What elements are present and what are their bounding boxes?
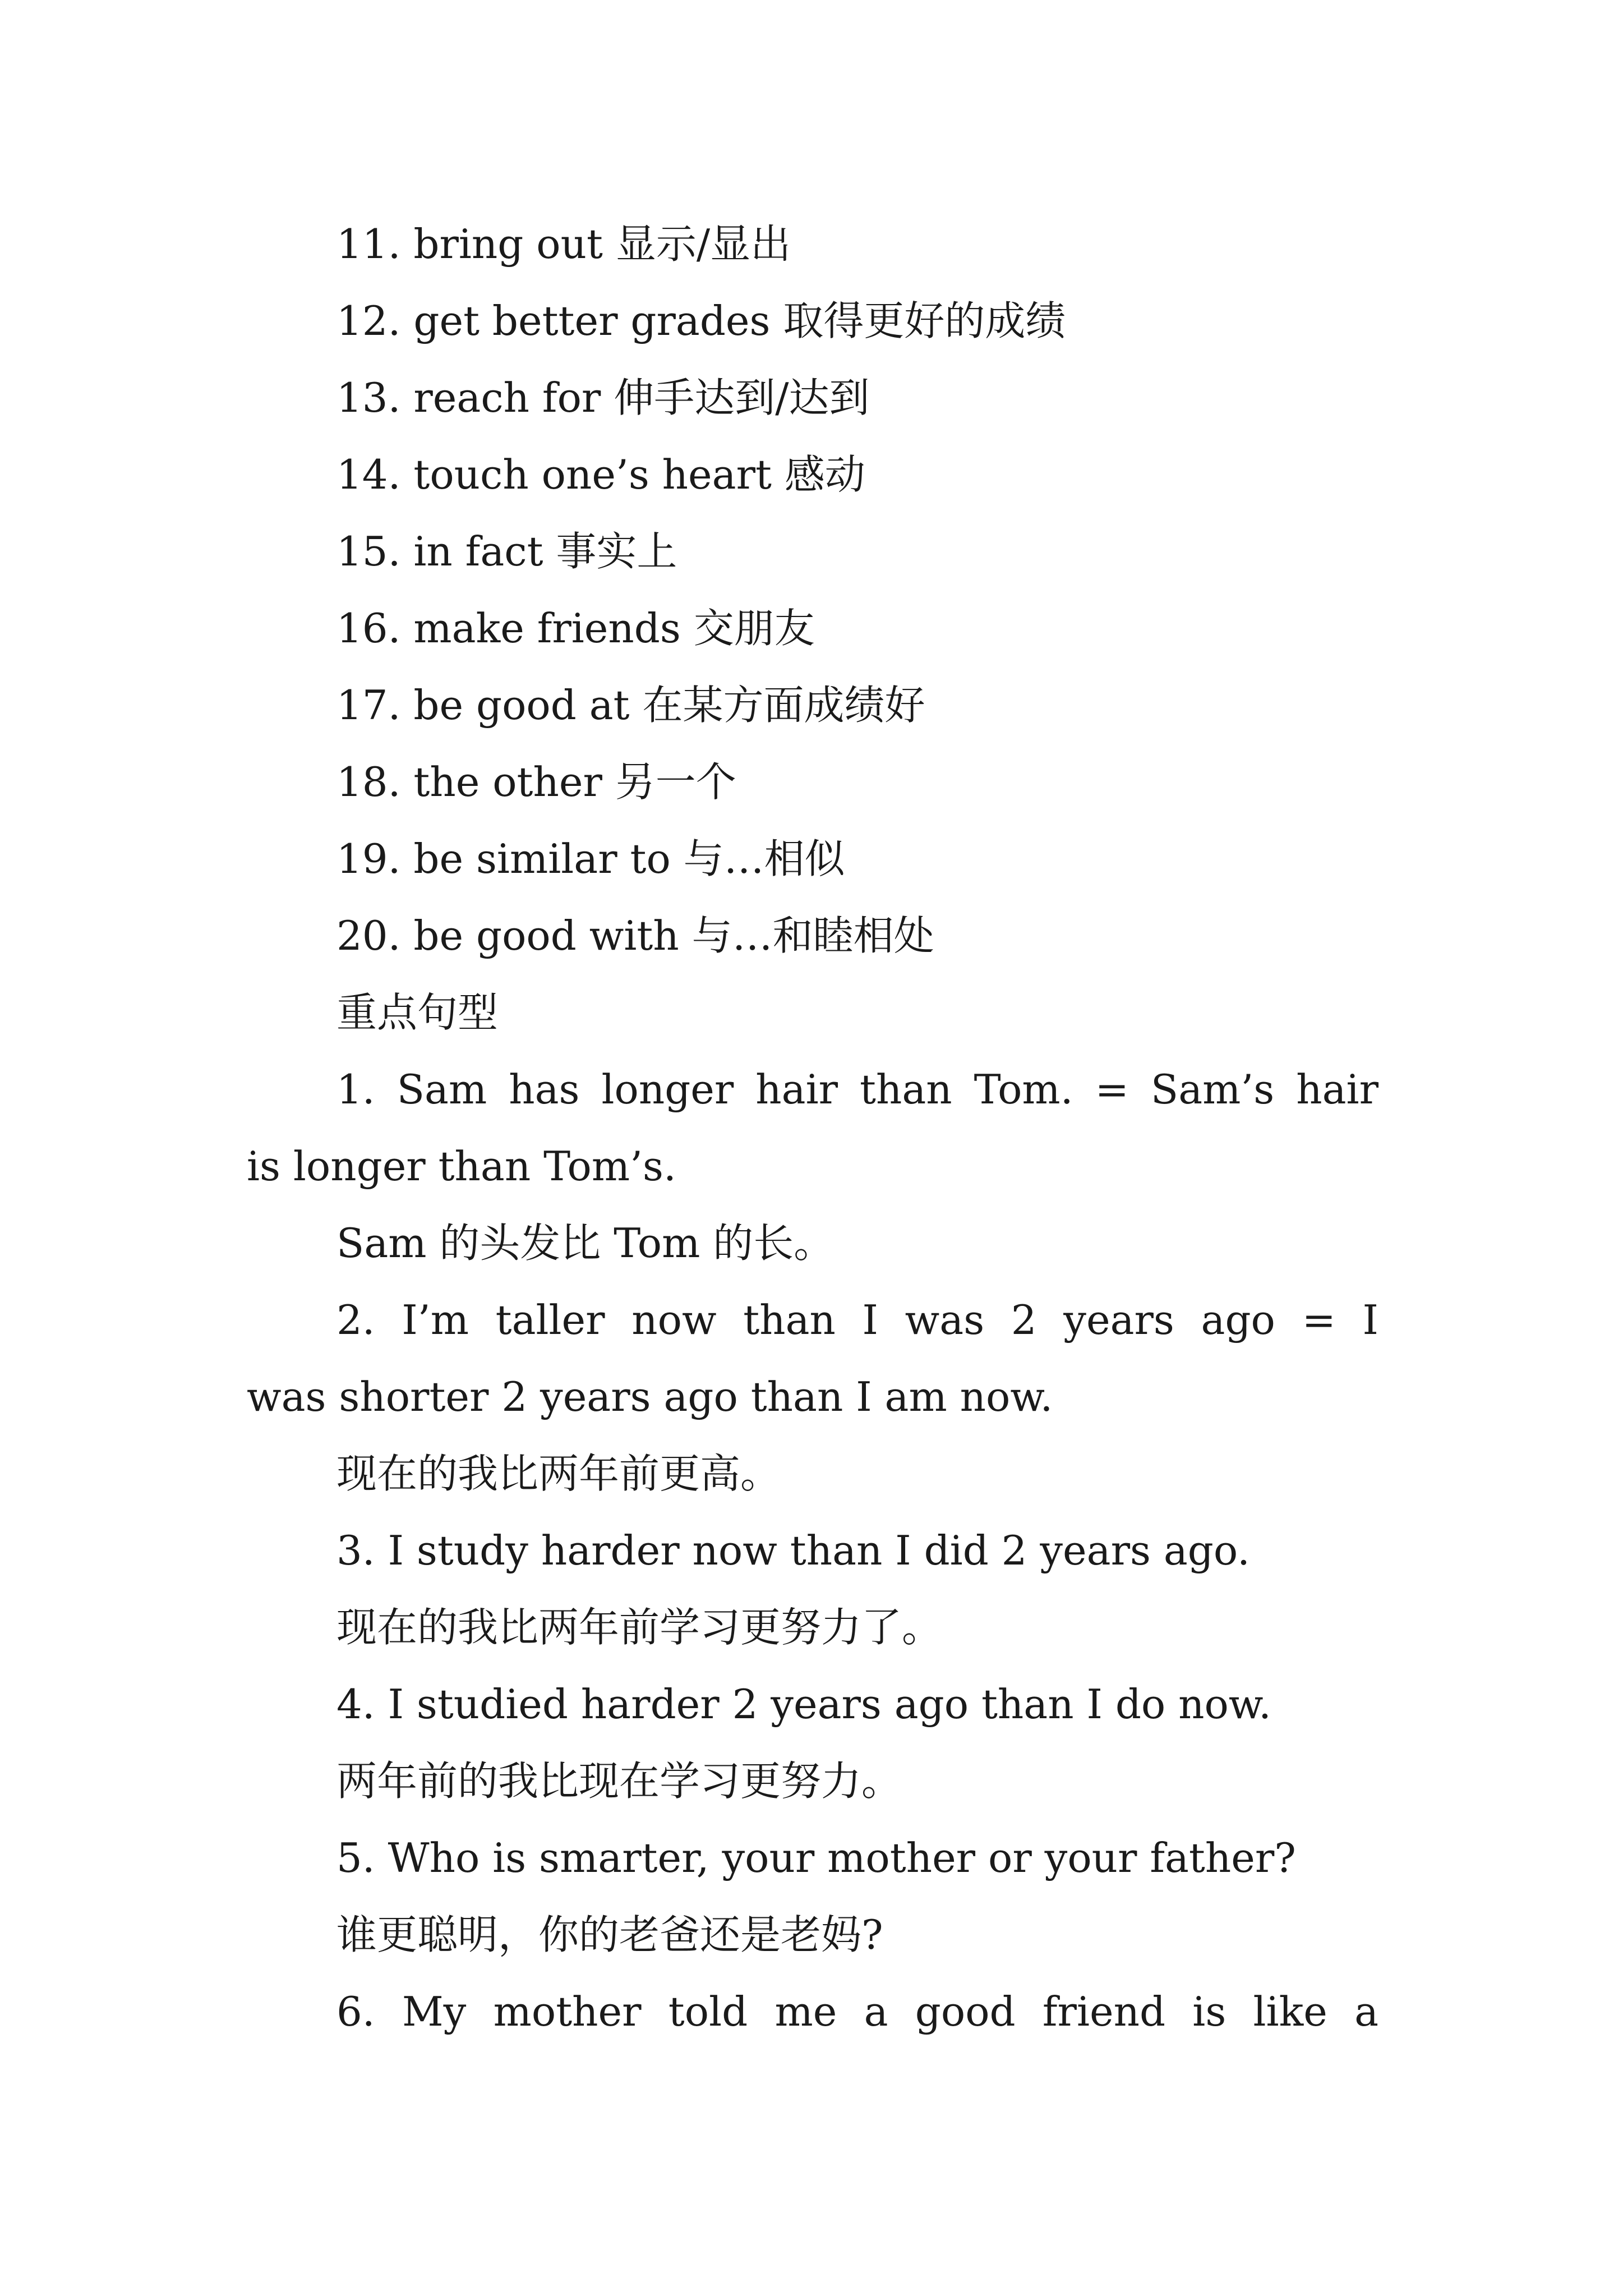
sentence-4-translation: 两年前的我比现在学习更努力。 xyxy=(336,1757,902,1805)
sentence-2-translation: 现在的我比两年前更高。 xyxy=(336,1450,781,1497)
sentence-3: 3. I study harder now than I did 2 years ago. xyxy=(336,1527,1250,1574)
phrase-line-12: 12. get better grades 取得更好的成绩 xyxy=(336,297,1066,344)
sentence-3-translation: 现在的我比两年前学习更努力了。 xyxy=(336,1604,943,1651)
phrase-line-17: 17. be good at 在某方面成绩好 xyxy=(336,682,925,729)
phrase-line-18: 18. the other 另一个 xyxy=(336,758,736,806)
phrase-line-16: 16. make friends 交朋友 xyxy=(336,605,815,652)
phrase-line-20: 20. be good with 与…和睦相处 xyxy=(336,912,934,959)
phrase-line-14: 14. touch one’s heart 感动 xyxy=(336,451,865,498)
sentence-1-translation: Sam 的头发比 Tom 的长。 xyxy=(336,1220,834,1267)
phrase-line-19: 19. be similar to 与…相似 xyxy=(336,835,845,882)
sentence-5-translation: 谁更聪明，你的老爸还是老妈? xyxy=(336,1911,883,1958)
phrase-line-13: 13. reach for 伸手达到/达到 xyxy=(336,374,870,421)
sentence-5: 5. Who is smarter, your mother or your father? xyxy=(336,1834,1296,1881)
sentence-4: 4. I studied harder 2 years ago than I do now. xyxy=(336,1681,1271,1728)
sentence-1-line-2: is longer than Tom’s. xyxy=(247,1143,676,1190)
sentence-6-line-1: 6. My mother told me a good friend is like a xyxy=(336,1988,1378,2035)
sentence-2-line-1: 2. I’m taller now than I was 2 years ago = I xyxy=(336,1296,1378,1343)
section-heading: 重点句型 xyxy=(336,989,499,1036)
sentence-1-line-1: 1. Sam has longer hair than Tom. = Sam’s hair xyxy=(336,1066,1378,1113)
phrase-line-15: 15. in fact 事实上 xyxy=(336,528,677,575)
phrase-line-11: 11. bring out 显示/显出 xyxy=(336,220,791,268)
sentence-2-line-2: was shorter 2 years ago than I am now. xyxy=(247,1373,1053,1420)
